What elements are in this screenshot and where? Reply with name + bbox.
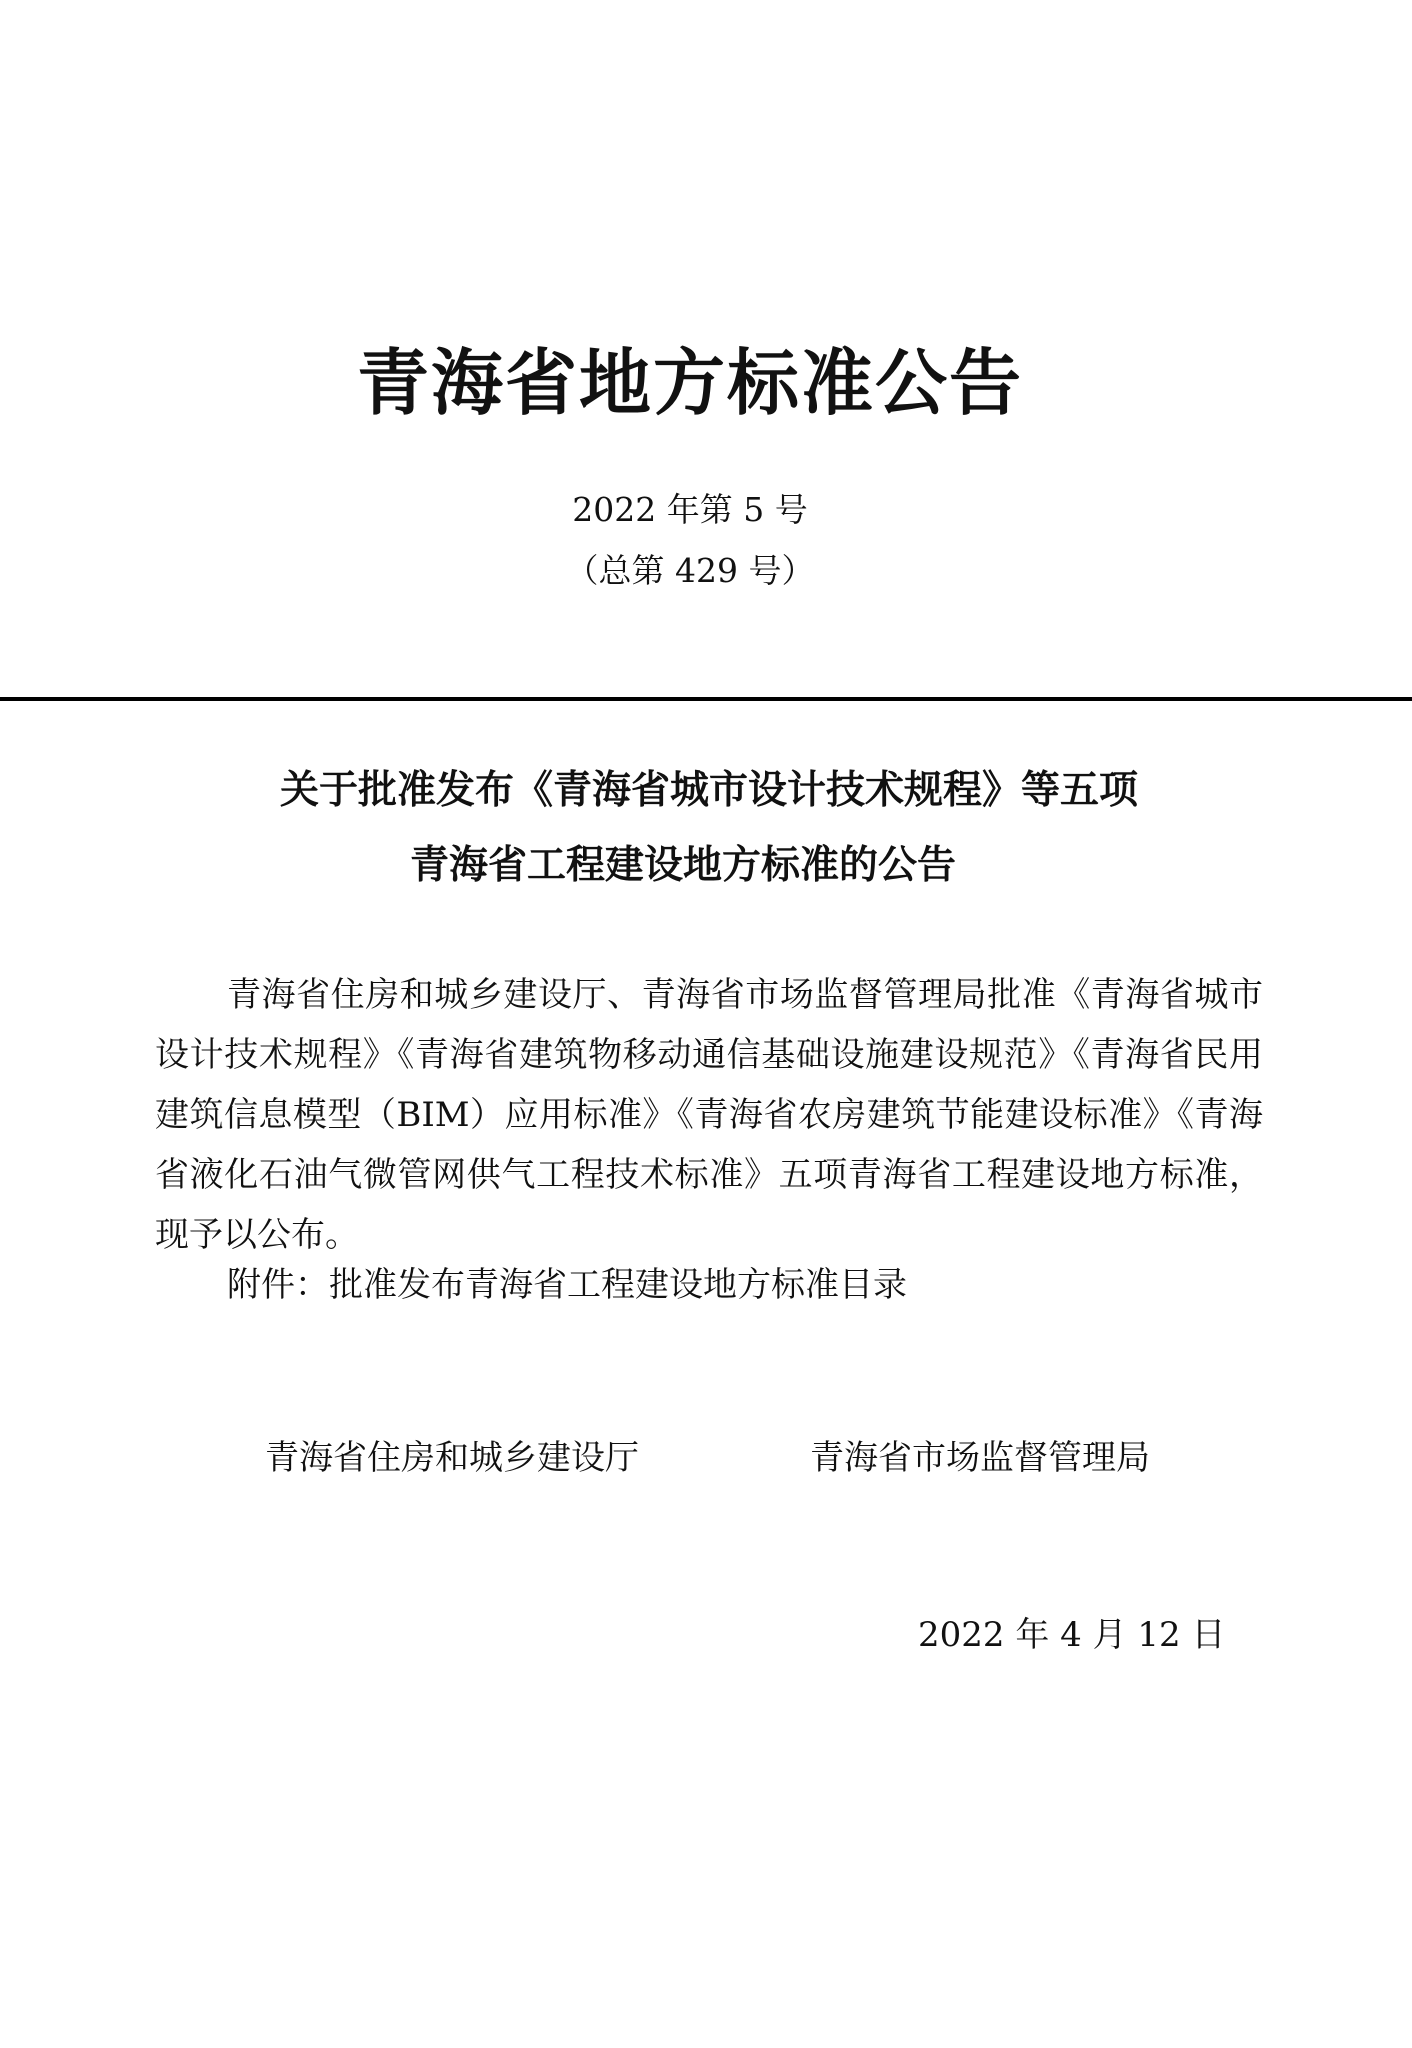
issue-total-number: （总第 429 号） [565,551,815,590]
notice-title-line-2: 青海省工程建设地方标准的公告 [410,843,957,888]
issue-date: 2022 年 4 月 12 日 [918,1615,1226,1655]
issuer-housing-department: 青海省住房和城乡建设厅 [265,1438,639,1478]
notice-body: 青海省住房和城乡建设厅、青海省市场监督管理局批准《青海省城市设计技术规程》《青海省建筑物移动通信基础设施建设规范》《青海省民用建筑信息模型（BIM）应用标准》《青海省农房建筑节能建设标准》《青海省液化石油气微管网供气工程技术标准》五项青海省工程建设地方标准，现予以公布。 [155,975,1263,1255]
page-title: 青海省地方标准公告 [356,341,1023,425]
issuer-market-regulation-bureau: 青海省市场监督管理局 [810,1438,1150,1478]
header-divider [0,697,1412,701]
notice-title-line-1: 关于批准发布《青海省城市设计技术规程》等五项 [280,768,1139,813]
issue-number: 2022 年第 5 号 [572,490,808,529]
attachment-line: 附件：批准发布青海省工程建设地方标准目录 [227,1265,907,1305]
